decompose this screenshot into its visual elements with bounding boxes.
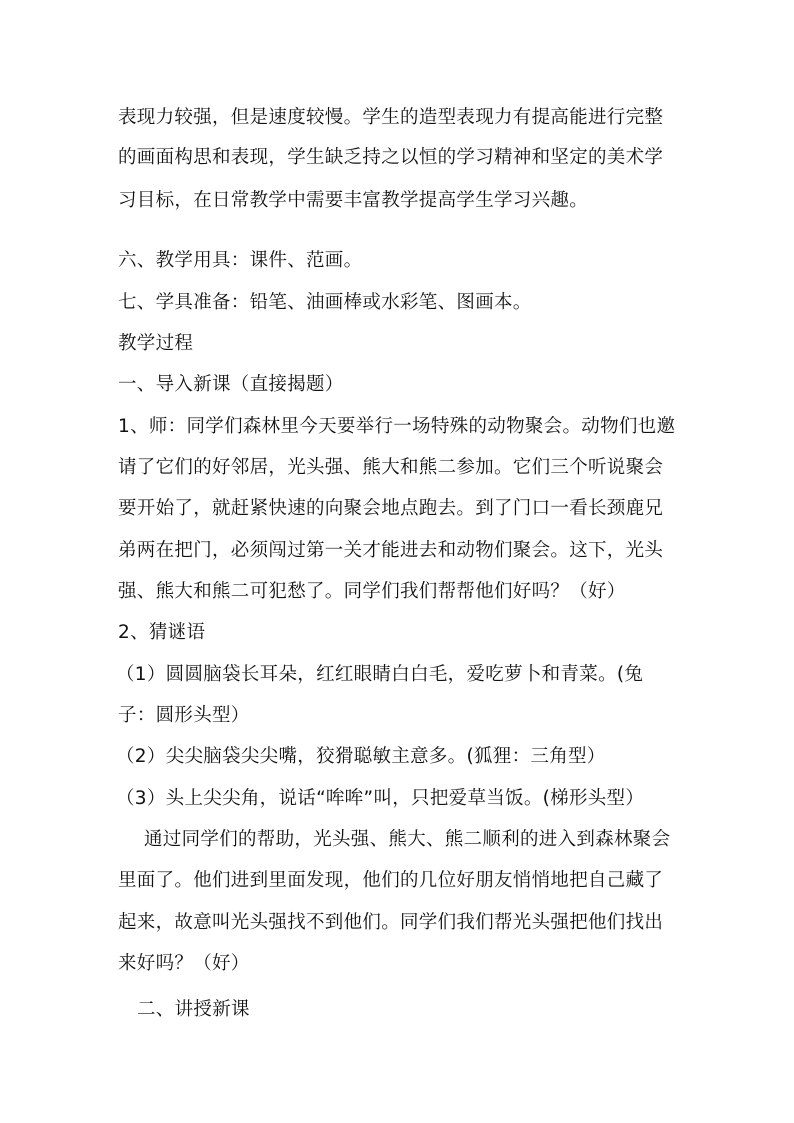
riddle-item: 子：圆形头型） [118, 705, 250, 726]
section-heading-tools: 六、教学用具：课件、范画。 [118, 250, 363, 271]
paragraph-line: 的画面构思和表现，学生缺乏持之以恒的学习精神和坚定的美术学 [118, 147, 664, 168]
section-heading-materials: 七、学具准备：铅笔、油画棒或水彩笔、图画本。 [118, 292, 532, 313]
paragraph-line: 表现力较强，但是速度较慢。学生的造型表现力有提高能进行完整 [118, 107, 664, 128]
section-heading-process: 教学过程 [118, 333, 194, 354]
riddle-item: （2）尖尖脑袋尖尖嘴，狡猾聪敏主意多。(狐狸：三角型） [116, 746, 606, 767]
paragraph-line: 起来，故意叫光头强找不到他们。同学们我们帮光头强把他们找出 [118, 912, 664, 933]
paragraph-line: 要开始了，就赶紧快速的向聚会地点跑去。到了门口一看长颈鹿兄 [118, 498, 664, 519]
paragraph-line: 通过同学们的帮助，光头强、熊大、熊二顺利的进入到森林聚会 [144, 829, 671, 850]
paragraph-line: 弟两在把门，必须闯过第一关才能进去和动物们聚会。这下，光头 [118, 540, 664, 561]
riddle-item: （1）圆圆脑袋长耳朵，红红眼睛白白毛，爱吃萝卜和青菜。(兔 [116, 664, 644, 685]
paragraph-line: 强、熊大和熊二可犯愁了。同学们我们帮帮他们好吗？（好） [118, 581, 626, 602]
paragraph-line: 请了它们的好邻居，光头强、熊大和熊二参加。它们三个听说聚会 [118, 457, 664, 478]
paragraph-line: 1、师：同学们森林里今天要举行一场特殊的动物聚会。动物们也邀 [118, 416, 676, 437]
paragraph-line: 习目标，在日常教学中需要丰富教学提高学生学习兴趣。 [118, 190, 589, 211]
paragraph-line: 来好吗？（好） [118, 953, 250, 974]
paragraph-line: 里面了。他们进到里面发现，他们的几位好朋友悄悄地把自己藏了 [118, 870, 664, 891]
section-heading-intro: 一、导入新课（直接揭题） [118, 374, 344, 395]
section-heading-riddles: 2、猜谜语 [118, 622, 206, 643]
section-heading-new-lesson: 二、讲授新课 [137, 999, 250, 1020]
riddle-item: （3）头上尖尖角，说话“哞哞”叫，只把爱草当饭。(梯形头型） [116, 788, 645, 809]
